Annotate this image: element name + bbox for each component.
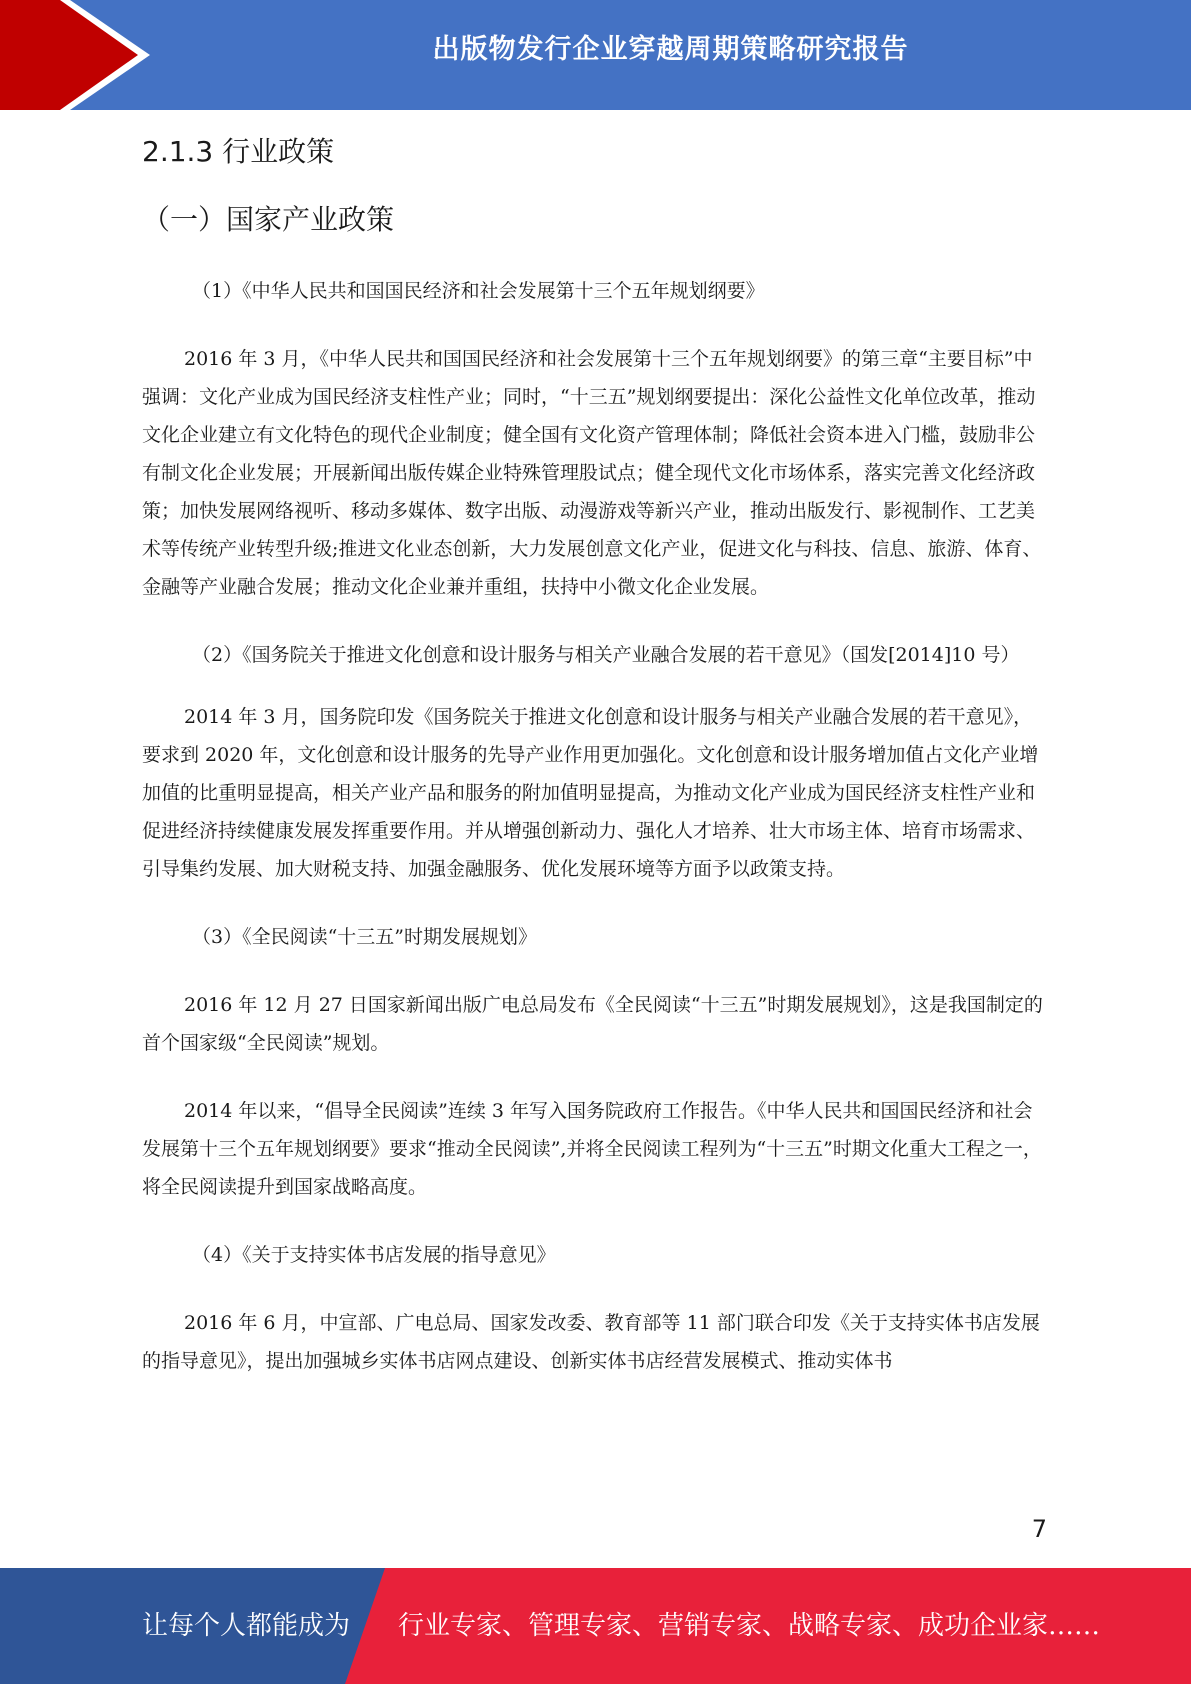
page-number: 7 [1031, 1515, 1047, 1543]
footer-slogan-right: 行业专家、管理专家、营销专家、战略专家、成功企业家…… [398, 1611, 1101, 1641]
item-title: （1）《中华人民共和国国民经济和社会发展第十三个五年规划纲要》 [192, 280, 765, 302]
paragraph: 2014 年以来，“倡导全民阅读”连续 3 年写入国务院政府工作报告。《中华人民共和国国民经济和社会发展第十三个五年规划纲要》要求“推动全民阅读”,并将全民阅读工程列为“十三五”时期文化重大工程之一，将全民阅读提升到国家战略高度。 [142, 1100, 1042, 1198]
footer-slogan-left: 让每个人都能成为 [142, 1611, 351, 1641]
page-header [0, 0, 1191, 110]
page-footer [0, 1568, 1191, 1684]
paragraph: 2016 年 12 月 27 日国家新闻出版广电总局发布《全民阅读“十三五”时期发展规划》，这是我国制定的首个国家级“全民阅读”规划。 [142, 994, 1043, 1054]
paragraph: 2016 年 3 月，《中华人民共和国国民经济和社会发展第十三个五年规划纲要》的第三章“主要目标”中强调：文化产业成为国民经济支柱性产业；同时，“十三五”规划纲要提出：深化公益性文化单位改革，推动文化企业建立有文化特色的现代企业制度；健全国有文化资产管理体制；降低社会资本进入门槛，鼓励非公有制文化企业发展；开展新闻出版传媒企业特殊管理股试点；健全现代文化市场体系，落实完善文化经济政策；加快发展网络视听、移动多媒体、数字出版、动漫游戏等新兴产业，推动出版发行、影视制作、工艺美术等传统产业转型升级;推进文化业态创新，大力发展创意文化产业，促进文化与科技、信息、旅游、体育、金融等产业融合发展；推动文化企业兼并重组，扶持中小微文化企业发展。 [142, 348, 1042, 598]
item-title: （3）《全民阅读“十三五”时期发展规划》 [192, 926, 538, 948]
item-title: （2）《国务院关于推进文化创意和设计服务与相关产业融合发展的若干意见》（国发[2014]10 号） [192, 644, 1020, 666]
report-title: 出版物发行企业穿越周期策略研究报告 [432, 34, 909, 65]
item-title: （4）《关于支持实体书店发展的指导意见》 [192, 1244, 556, 1266]
section-title: 2.1.3 行业政策 [142, 135, 335, 168]
paragraph: 2016 年 6 月，中宣部、广电总局、国家发改委、教育部等 11 部门联合印发《关于支持实体书店发展的指导意见》，提出加强城乡实体书店网点建设、创新实体书店经营发展模式、推动实体书 [142, 1312, 1040, 1372]
subsection-title: （一）国家产业政策 [142, 203, 395, 236]
paragraph: 2014 年 3 月，国务院印发《国务院关于推进文化创意和设计服务与相关产业融合发展的若干意见》，要求到 2020 年，文化创意和设计服务的先导产业作用更加强化。文化创意和设计服务增加值占文化产业增加值的比重明显提高，相关产业产品和服务的附加值明显提高，为推动文化产业成为国民经济支柱性产业和促进经济持续健康发展发挥重要作用。并从增强创新动力、强化人才培养、壮大市场主体、培育市场需求、引导集约发展、加大财税支持、加强金融服务、优化发展环境等方面予以政策支持。 [142, 706, 1039, 880]
document-body [142, 272, 1048, 1410]
